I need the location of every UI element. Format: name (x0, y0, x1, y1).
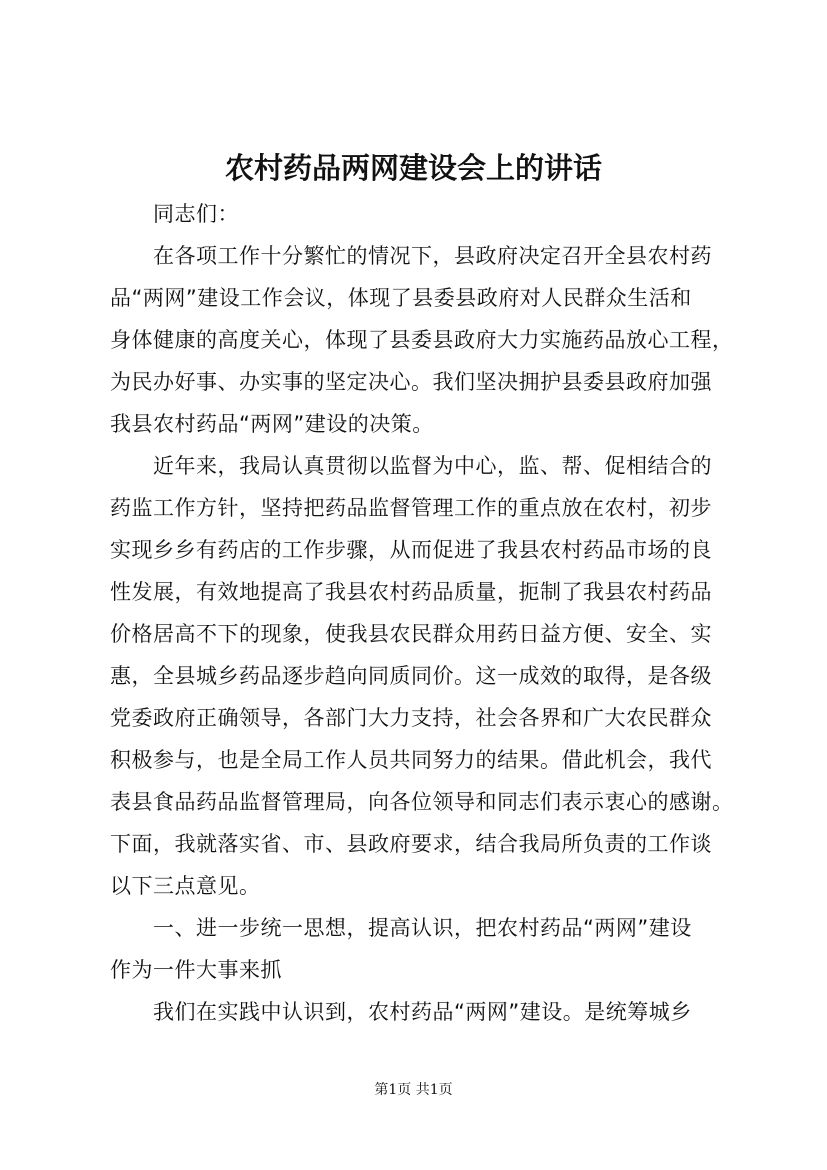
paragraph-line: 我们在实践中认识到，农村药品“两网”建设。是统筹城乡 (153, 1000, 692, 1024)
paragraph-line: 以下三点意见。 (110, 874, 261, 898)
paragraph-line: 近年来，我局认真贯彻以监督为中心，监、帮、促相结合的 (153, 454, 712, 478)
paragraph-line: 为民办好事、办实事的坚定决心。我们坚决拥护县委县政府加强 (110, 370, 712, 394)
paragraph-line: 积极参与，也是全局工作人员共同努力的结果。借此机会，我代 (110, 748, 712, 772)
paragraph-line: 品“两网”建设工作会议，体现了县委县政府对人民群众生活和 (110, 286, 692, 310)
paragraph-line: 身体健康的高度关心，体现了县委县政府大力实施药品放心工程， (110, 328, 734, 352)
document-title: 农村药品两网建设会上的讲话 (224, 151, 602, 185)
salutation: 同志们： (153, 202, 239, 226)
section-heading-line: 一、进一步统一思想，提高认识，把农村药品“两网”建设 (153, 916, 692, 940)
paragraph-line: 我县农村药品“两网”建设的决策。 (110, 412, 434, 436)
paragraph-line: 性发展，有效地提高了我县农村药品质量，扼制了我县农村药品 (110, 580, 712, 604)
paragraph-line: 价格居高不下的现象，使我县农民群众用药日益方便、安全、实 (110, 622, 712, 646)
paragraph-line: 党委政府正确领导，各部门大力支持，社会各界和广大农民群众 (110, 706, 712, 730)
paragraph-line: 下面，我就落实省、市、县政府要求，结合我局所负责的工作谈 (110, 832, 712, 856)
paragraph-line: 实现乡乡有药店的工作步骤，从而促进了我县农村药品市场的良 (110, 538, 712, 562)
section-heading-line: 作为一件大事来抓 (110, 958, 282, 982)
paragraph-line: 表县食品药品监督管理局，向各位领导和同志们表示衷心的感谢。 (110, 790, 734, 814)
paragraph-line: 在各项工作十分繁忙的情况下，县政府决定召开全县农村药 (153, 244, 712, 268)
page-footer: 第1页 共1页 (374, 1082, 453, 1098)
paragraph-line: 惠，全县城乡药品逐步趋向同质同价。这一成效的取得，是各级 (110, 664, 712, 688)
paragraph-line: 药监工作方针，坚持把药品监督管理工作的重点放在农村，初步 (110, 496, 712, 520)
